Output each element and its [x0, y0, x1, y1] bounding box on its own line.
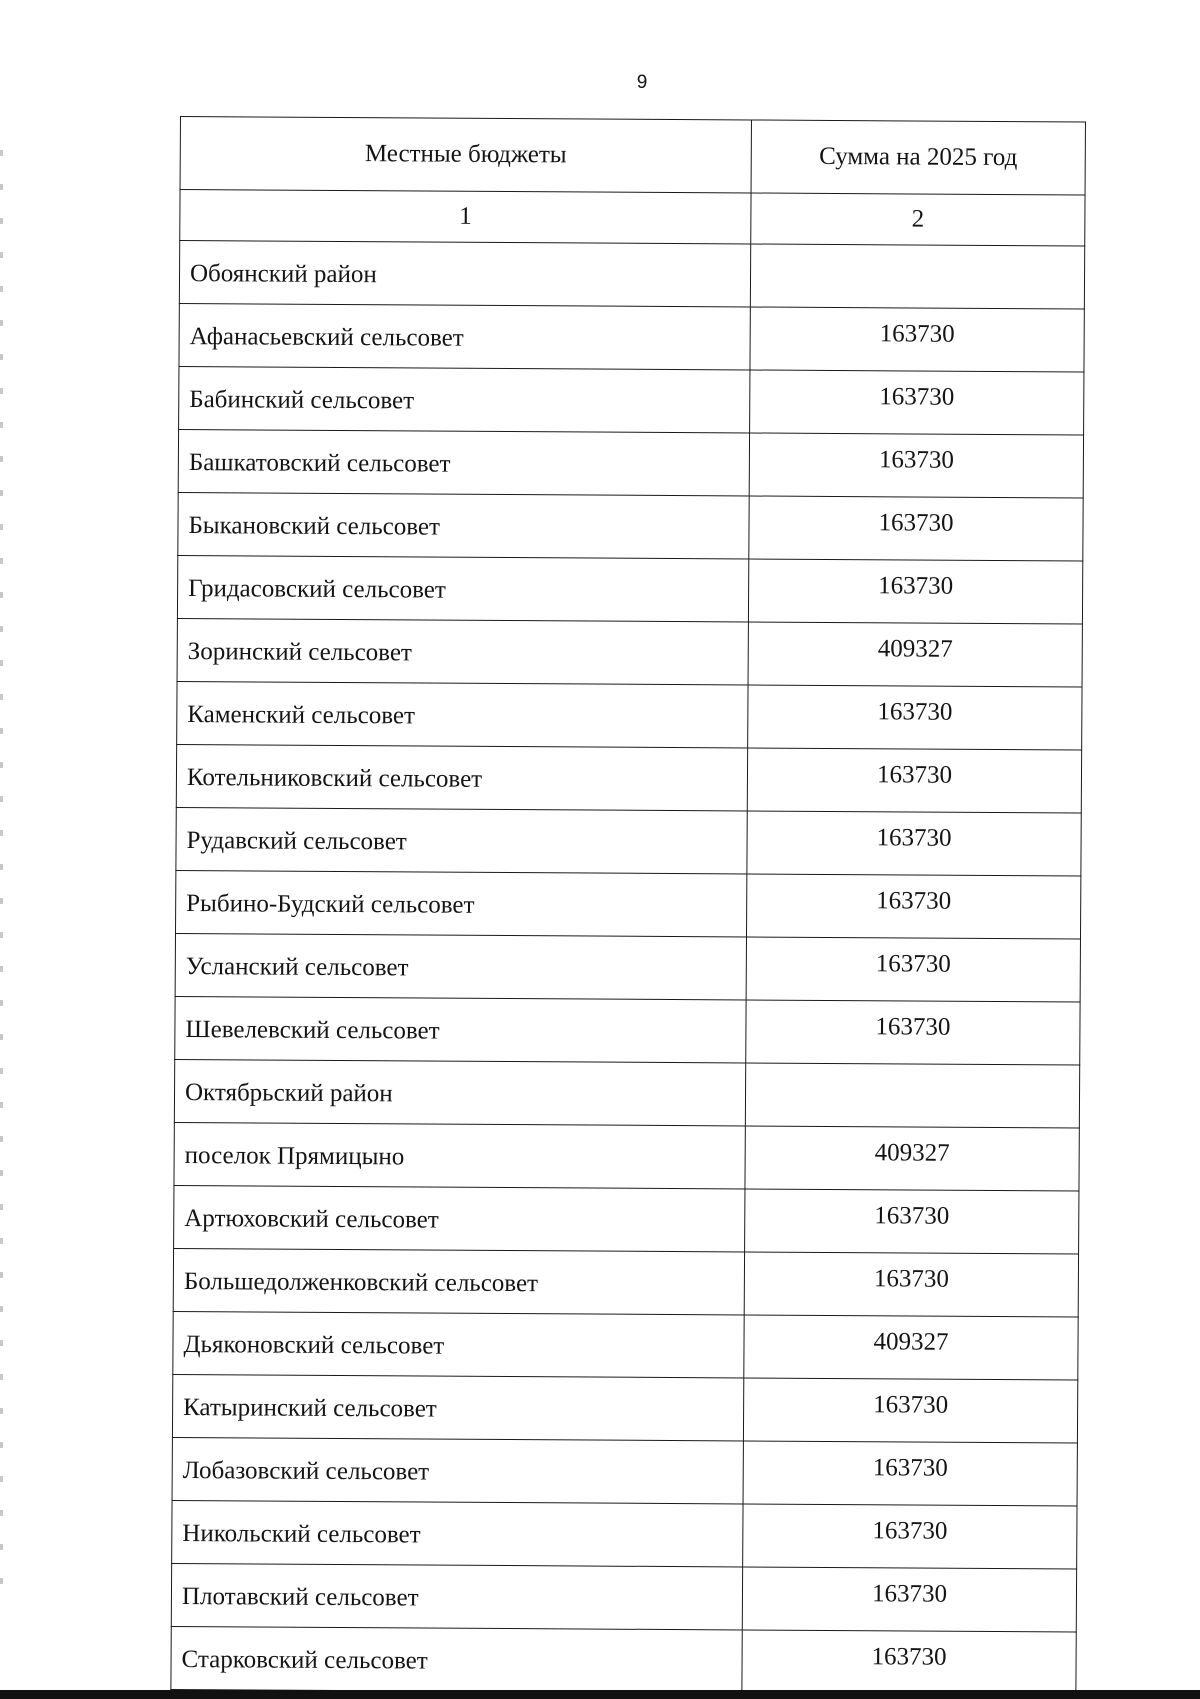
table-row: [176, 744, 1081, 813]
budget-amount: 163730: [744, 1252, 1078, 1317]
table-header-row: [180, 117, 1085, 196]
table-row: [175, 996, 1080, 1065]
budget-name: Катыринский сельсовет: [172, 1374, 743, 1440]
table-row: [173, 1311, 1078, 1380]
scan-edge-artifact: [0, 150, 3, 1590]
table-row: [172, 1374, 1077, 1443]
budget-name: Плотавский сельсовет: [171, 1563, 742, 1629]
header-amount-2025: Сумма на 2025 год: [751, 120, 1085, 195]
district-name: Октябрьский район: [174, 1059, 745, 1125]
table-row: [173, 1248, 1078, 1317]
budget-amount: 163730: [750, 370, 1084, 435]
table-row: [175, 933, 1080, 1002]
table-row: [178, 492, 1083, 561]
budget-amount: 163730: [748, 559, 1082, 624]
budget-amount: 409327: [745, 1126, 1079, 1191]
budget-name: Рыбино-Будский сельсовет: [176, 870, 747, 936]
budget-amount: [745, 1063, 1079, 1128]
table-row: [177, 681, 1082, 750]
column-number-1: 1: [180, 190, 751, 244]
table-row: [171, 1626, 1076, 1695]
table-row: [174, 1122, 1079, 1191]
table-row: [179, 303, 1084, 372]
table-row: [171, 1563, 1076, 1632]
budget-name: Башкатовский сельсовет: [178, 429, 749, 495]
budget-amount: 163730: [750, 307, 1084, 372]
table-row: [172, 1437, 1077, 1506]
budget-name: Лобазовский сельсовет: [172, 1437, 743, 1503]
budget-name: Артюховский сельсовет: [174, 1185, 745, 1251]
table-row: [172, 1500, 1077, 1569]
budget-amount: [750, 244, 1084, 309]
table-row: [174, 1185, 1079, 1254]
budget-name: Зоринский сельсовет: [177, 618, 748, 684]
district-name: Обоянский район: [179, 241, 750, 307]
budget-name: Котельниковский сельсовет: [176, 744, 747, 810]
budget-name: Большедолженковский сельсовет: [173, 1248, 744, 1314]
budget-name: Бабинский сельсовет: [179, 366, 750, 432]
table-row: [177, 555, 1082, 624]
table-row: [178, 429, 1083, 498]
budget-amount: 409327: [748, 622, 1082, 687]
budget-table: [170, 116, 1086, 1696]
page-number: 9: [636, 72, 648, 93]
budget-amount: 163730: [748, 685, 1082, 750]
budget-amount: 163730: [745, 1189, 1079, 1254]
budget-name: Шевелевский сельсовет: [175, 996, 746, 1062]
budget-amount: 163730: [749, 496, 1083, 561]
budget-name: Каменский сельсовет: [177, 681, 748, 747]
district-row: [174, 1059, 1079, 1128]
scan-bottom-edge: [0, 1690, 1200, 1699]
table-row: [179, 366, 1084, 435]
budget-name: поселок Прямицыно: [174, 1122, 745, 1188]
budget-amount: 163730: [746, 874, 1080, 939]
budget-name: Афанасьевский сельсовет: [179, 303, 750, 369]
header-local-budgets: Местные бюджеты: [180, 117, 751, 193]
budget-name: Усланский сельсовет: [175, 933, 746, 999]
table-row: [176, 870, 1081, 939]
budget-amount: 163730: [743, 1504, 1077, 1569]
table-row: [176, 807, 1081, 876]
budget-amount: 409327: [744, 1315, 1078, 1380]
budget-table-container: [170, 116, 1085, 1695]
budget-name: Никольский сельсовет: [172, 1500, 743, 1566]
table-row: [177, 618, 1082, 687]
budget-amount: 163730: [749, 433, 1083, 498]
column-number-row: [180, 190, 1085, 247]
budget-amount: 163730: [742, 1630, 1076, 1695]
district-row: [179, 241, 1084, 310]
column-number-2: 2: [751, 193, 1085, 246]
budget-amount: 163730: [743, 1378, 1077, 1443]
budget-amount: 163730: [742, 1567, 1076, 1632]
budget-amount: 163730: [747, 811, 1081, 876]
budget-name: Старковский сельсовет: [171, 1626, 742, 1692]
budget-name: Гридасовский сельсовет: [177, 555, 748, 621]
budget-amount: 163730: [747, 748, 1081, 813]
budget-amount: 163730: [746, 1000, 1080, 1065]
budget-amount: 163730: [746, 937, 1080, 1002]
budget-name: Быкановский сельсовет: [178, 492, 749, 558]
budget-name: Дьяконовский сельсовет: [173, 1311, 744, 1377]
budget-name: Рудавский сельсовет: [176, 807, 747, 873]
budget-amount: 163730: [743, 1441, 1077, 1506]
